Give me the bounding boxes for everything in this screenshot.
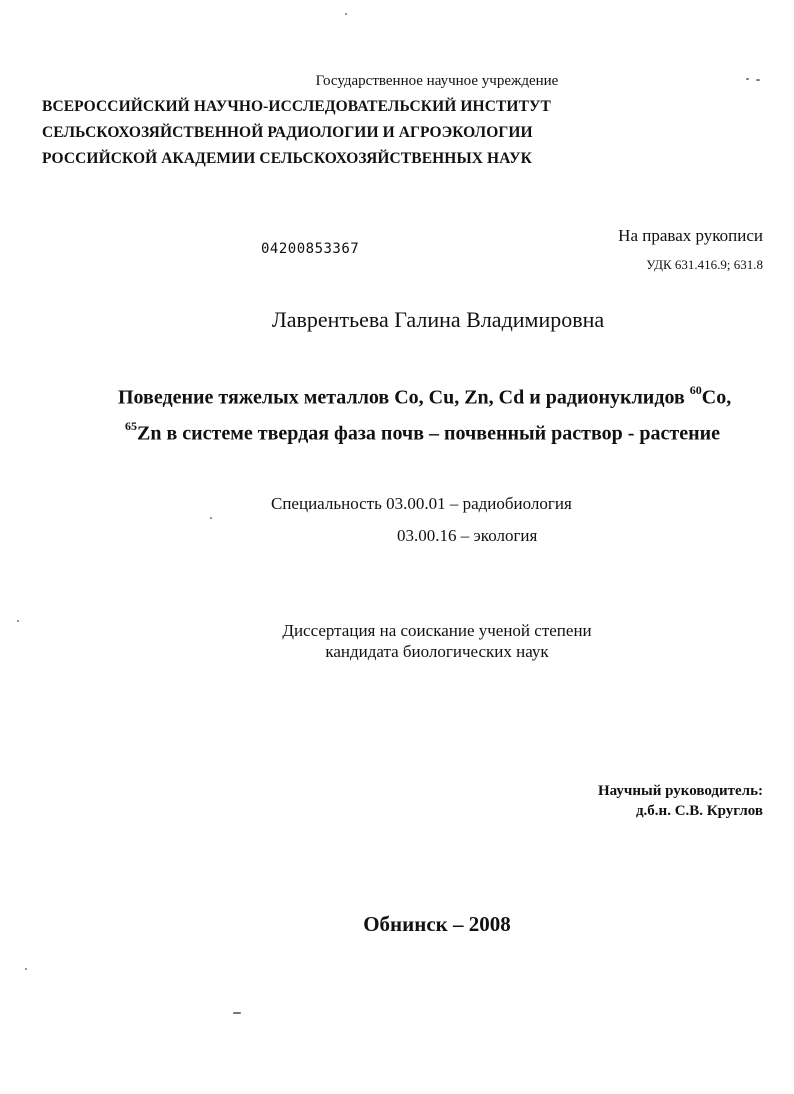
specialty-line-1: Специальность 03.00.01 – радиобиология — [271, 494, 572, 513]
title-text-2: в системе твердая фаза почв – почвенный раствор - растение — [161, 422, 721, 445]
registration-code: 04200853367 — [261, 241, 360, 257]
thesis-title-line-2 — [125, 421, 720, 446]
institute-line-1: ВСЕРОССИЙСКИЙ НАУЧНО-ИССЛЕДОВАТЕЛЬСКИЙ ИНСТИТУТ — [42, 98, 551, 115]
institute-line-2: СЕЛЬСКОХОЗЯЙСТВЕННОЙ РАДИОЛОГИИ И АГРОЭКОЛОГИИ — [42, 124, 533, 141]
scan-speck — [345, 13, 347, 15]
scan-speck — [210, 517, 212, 519]
scan-speck — [233, 1012, 241, 1014]
supervisor-name: д.б.н. С.В. Круглов — [635, 803, 763, 819]
scan-speck — [25, 968, 27, 970]
city-year: Обнинск – 2008 — [363, 912, 511, 936]
institute-line-3: РОССИЙСКОЙ АКАДЕМИИ СЕЛЬСКОХОЗЯЙСТВЕННЫХ НАУК — [42, 150, 532, 167]
dissertation-line-2: кандидата биологических наук — [325, 642, 549, 661]
org-type: Государственное научное учреждение — [315, 73, 559, 89]
scan-speck — [756, 79, 760, 81]
isotope-symbol-zn: Zn — [137, 422, 162, 445]
isotope-symbol-co: Co, — [701, 386, 732, 409]
supervisor-label: Научный руководитель: — [598, 783, 763, 799]
isotope-mass-zn: 65 — [125, 419, 137, 433]
rights-notice: На правах рукописи — [618, 226, 763, 245]
thesis-title-line-1 — [118, 385, 731, 410]
author-name: Лаврентьева Галина Владимировна — [271, 307, 605, 332]
title-text-1: Поведение тяжелых металлов Co, Cu, Zn, Cd и радионуклидов — [118, 386, 690, 409]
udk-code: УДК 631.416.9; 631.8 — [646, 257, 763, 272]
scan-speck — [746, 78, 749, 80]
specialty-line-2: 03.00.16 – экология — [397, 526, 538, 545]
scan-speck — [17, 620, 19, 622]
isotope-mass-co: 60 — [689, 383, 702, 397]
dissertation-line-1: Диссертация на соискание ученой степени — [282, 621, 592, 640]
